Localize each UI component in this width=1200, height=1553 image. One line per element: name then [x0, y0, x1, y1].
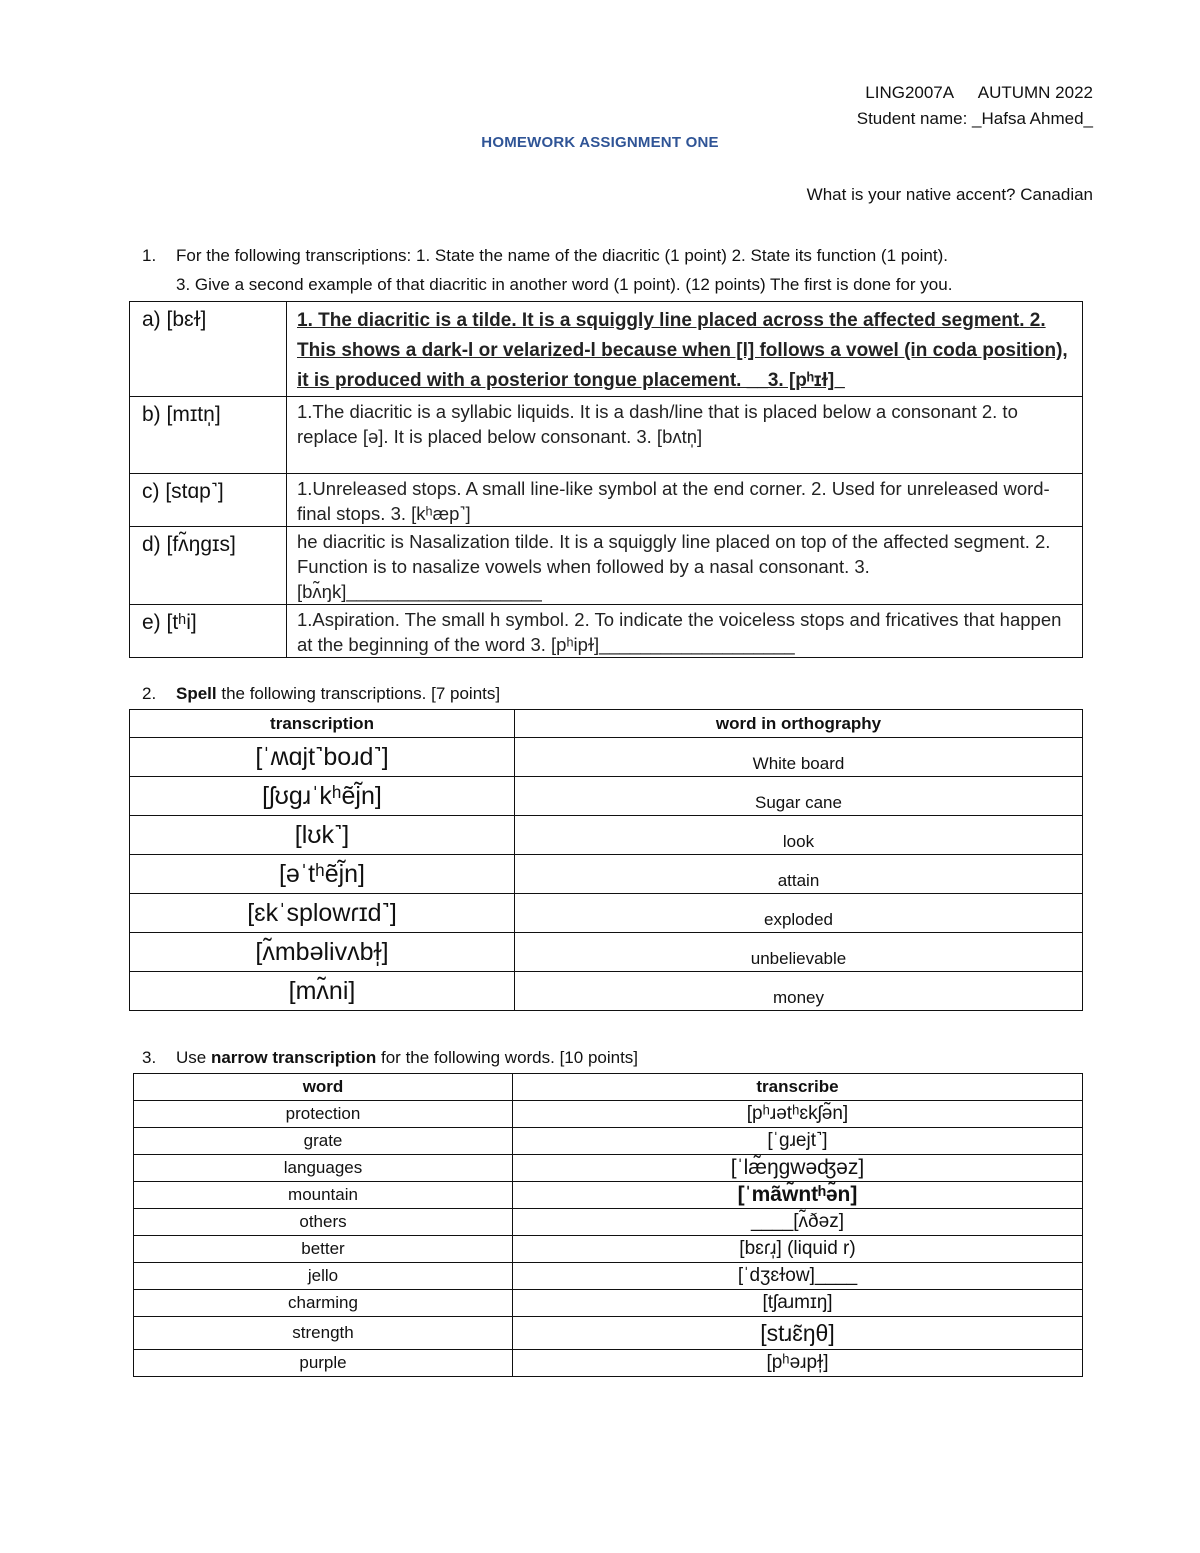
table-row — [134, 1290, 1083, 1317]
transcription-cell: [ʌ̃mbəlivʌbɫ̩] — [130, 933, 515, 972]
table-row — [130, 605, 1083, 658]
transcribe-cell: [pʰɹətʰɛkʃə̃n] — [513, 1101, 1083, 1128]
table-header-row — [134, 1074, 1083, 1101]
q1-instructions-line2: 3. Give a second example of that diacritic in another word (1 point). (12 points) The first is done for you. — [176, 275, 953, 294]
transcription-label: d) [fʌ̃ŋgɪs] — [130, 527, 287, 605]
page-title: HOMEWORK ASSIGNMENT ONE — [481, 134, 719, 151]
course-code: LING2007A — [865, 83, 955, 102]
table-header-row — [130, 710, 1083, 738]
q1-instructions-line1: For the following transcriptions: 1. State the name of the diacritic (1 point) 2. State its function (1 point). — [176, 246, 948, 265]
orthography-cell: White board — [515, 738, 1083, 777]
table-row — [130, 972, 1083, 1011]
word-cell: strength — [134, 1317, 513, 1350]
word-cell: languages — [134, 1155, 513, 1182]
table-row — [134, 1350, 1083, 1377]
table-row — [130, 397, 1083, 474]
table-row — [130, 738, 1083, 777]
table-row — [130, 474, 1083, 527]
transcription-cell: [ʃʊgɹˈkʰẽj̃n] — [130, 777, 515, 816]
diacritic-table — [129, 301, 1083, 658]
answer-text: 1.Unreleased stops. A small line-like symbol at the end corner. 2. Used for unreleased word-final stops. 3. [kʰæp˺] — [287, 474, 1083, 527]
orthography-cell: unbelievable — [515, 933, 1083, 972]
table-row — [130, 527, 1083, 605]
q2-instructions-rest: the following transcriptions. [7 points] — [216, 684, 501, 703]
column-header-transcribe: transcribe — [513, 1074, 1083, 1101]
word-cell: better — [134, 1236, 513, 1263]
native-accent: What is your native accent? Canadian — [806, 185, 1093, 204]
table-row — [134, 1155, 1083, 1182]
word-cell: mountain — [134, 1182, 513, 1209]
course-term-line — [865, 83, 1093, 103]
transcribe-cell: [ˈdʒɛɫow]____ — [513, 1263, 1083, 1290]
transcription-label: b) [mɪtn̩] — [130, 397, 287, 474]
orthography-cell: look — [515, 816, 1083, 855]
column-header-transcription: transcription — [130, 710, 515, 738]
table-row — [134, 1263, 1083, 1290]
answer-text: he diacritic is Nasalization tilde. It is a squiggly line placed on top of the affected segment. 2. Function is to nasalize vowels when followed by a nasal consonant. 3. [bʌ̃ŋk]___________________ — [287, 527, 1083, 605]
word-cell: protection — [134, 1101, 513, 1128]
q3-number: 3. — [142, 1048, 157, 1067]
answer-text: 1.Aspiration. The small h symbol. 2. To indicate the voiceless stops and fricatives that happen at the beginning of the word 3. [pʰipɫ]___________________ — [287, 605, 1083, 658]
narrow-transcription-table — [133, 1073, 1083, 1377]
transcription-cell: [əˈtʰẽj̃n] — [130, 855, 515, 894]
word-cell: grate — [134, 1128, 513, 1155]
table-row — [134, 1236, 1083, 1263]
transcription-label: c) [stɑp˺] — [130, 474, 287, 527]
orthography-cell: attain — [515, 855, 1083, 894]
column-header-orthography: word in orthography — [515, 710, 1083, 738]
transcribe-cell: [bɛɾɹ̩] (liquid r) — [513, 1236, 1083, 1263]
word-cell: others — [134, 1209, 513, 1236]
transcribe-cell: [stɹɛ̃ŋθ] — [513, 1317, 1083, 1350]
transcription-cell: [ˈʍɑjt˺boɹd˺] — [130, 738, 515, 777]
q3-instructions — [176, 1048, 638, 1068]
orthography-cell: Sugar cane — [515, 777, 1083, 816]
student-name: Student name: _Hafsa Ahmed_ — [856, 109, 1093, 128]
table-row — [134, 1101, 1083, 1128]
transcription-label: a) [bɛɫ] — [130, 302, 287, 397]
transcription-cell: [lʊk˺] — [130, 816, 515, 855]
term: AUTUMN 2022 — [977, 83, 1093, 102]
q3-instructions-rest: for the following words. [10 points] — [376, 1048, 639, 1067]
transcription-label: e) [tʰi] — [130, 605, 287, 658]
q1-number: 1. — [142, 246, 157, 265]
transcribe-cell: ____[ʌ̃ðəz] — [513, 1209, 1083, 1236]
transcribe-cell: [tʃaɹmɪŋ] — [513, 1290, 1083, 1317]
table-row — [134, 1128, 1083, 1155]
q3-instructions-pre: Use — [176, 1048, 211, 1067]
orthography-cell: money — [515, 972, 1083, 1011]
table-row — [134, 1317, 1083, 1350]
q2-number: 2. — [142, 684, 157, 703]
answer-text: 1.The diacritic is a syllabic liquids. It is a dash/line that is placed below a consonant 2. to replace [ə]. It is placed below consonant. 3. [bʌtn̩] — [287, 397, 1083, 474]
transcribe-cell: [ˈgɹejt˺] — [513, 1128, 1083, 1155]
table-row — [130, 894, 1083, 933]
table-row — [130, 933, 1083, 972]
table-row — [130, 302, 1083, 397]
q3-bold-phrase: narrow transcription — [210, 1048, 377, 1067]
orthography-cell: exploded — [515, 894, 1083, 933]
spelling-table — [129, 709, 1083, 1011]
table-row — [130, 816, 1083, 855]
transcribe-cell: [ˈmãw̃ntʰə̃n] — [513, 1182, 1083, 1209]
word-cell: charming — [134, 1290, 513, 1317]
transcription-cell: [ɛkˈsplowɾɪd˺] — [130, 894, 515, 933]
q2-bold-word: Spell — [176, 684, 217, 703]
table-row — [130, 777, 1083, 816]
table-row — [130, 855, 1083, 894]
q2-instructions — [176, 684, 500, 704]
answer-text: 1. The diacritic is a tilde. It is a squiggly line placed across the affected segment. 2. This shows a dark-l or velarized-l because when [l] follows a vowel (in coda position), it is produced with a posterior tongue placement. __3. [pʰɪɫ]_ — [287, 302, 1083, 397]
table-row — [134, 1182, 1083, 1209]
word-cell: jello — [134, 1263, 513, 1290]
transcription-cell: [mʌ̃ni] — [130, 972, 515, 1011]
word-cell: purple — [134, 1350, 513, 1377]
transcribe-cell: [ˈlæ̃ŋgwəʤəz] — [513, 1155, 1083, 1182]
column-header-word: word — [134, 1074, 513, 1101]
table-row — [134, 1209, 1083, 1236]
transcribe-cell: [pʰəɹpɫ̩] — [513, 1350, 1083, 1377]
